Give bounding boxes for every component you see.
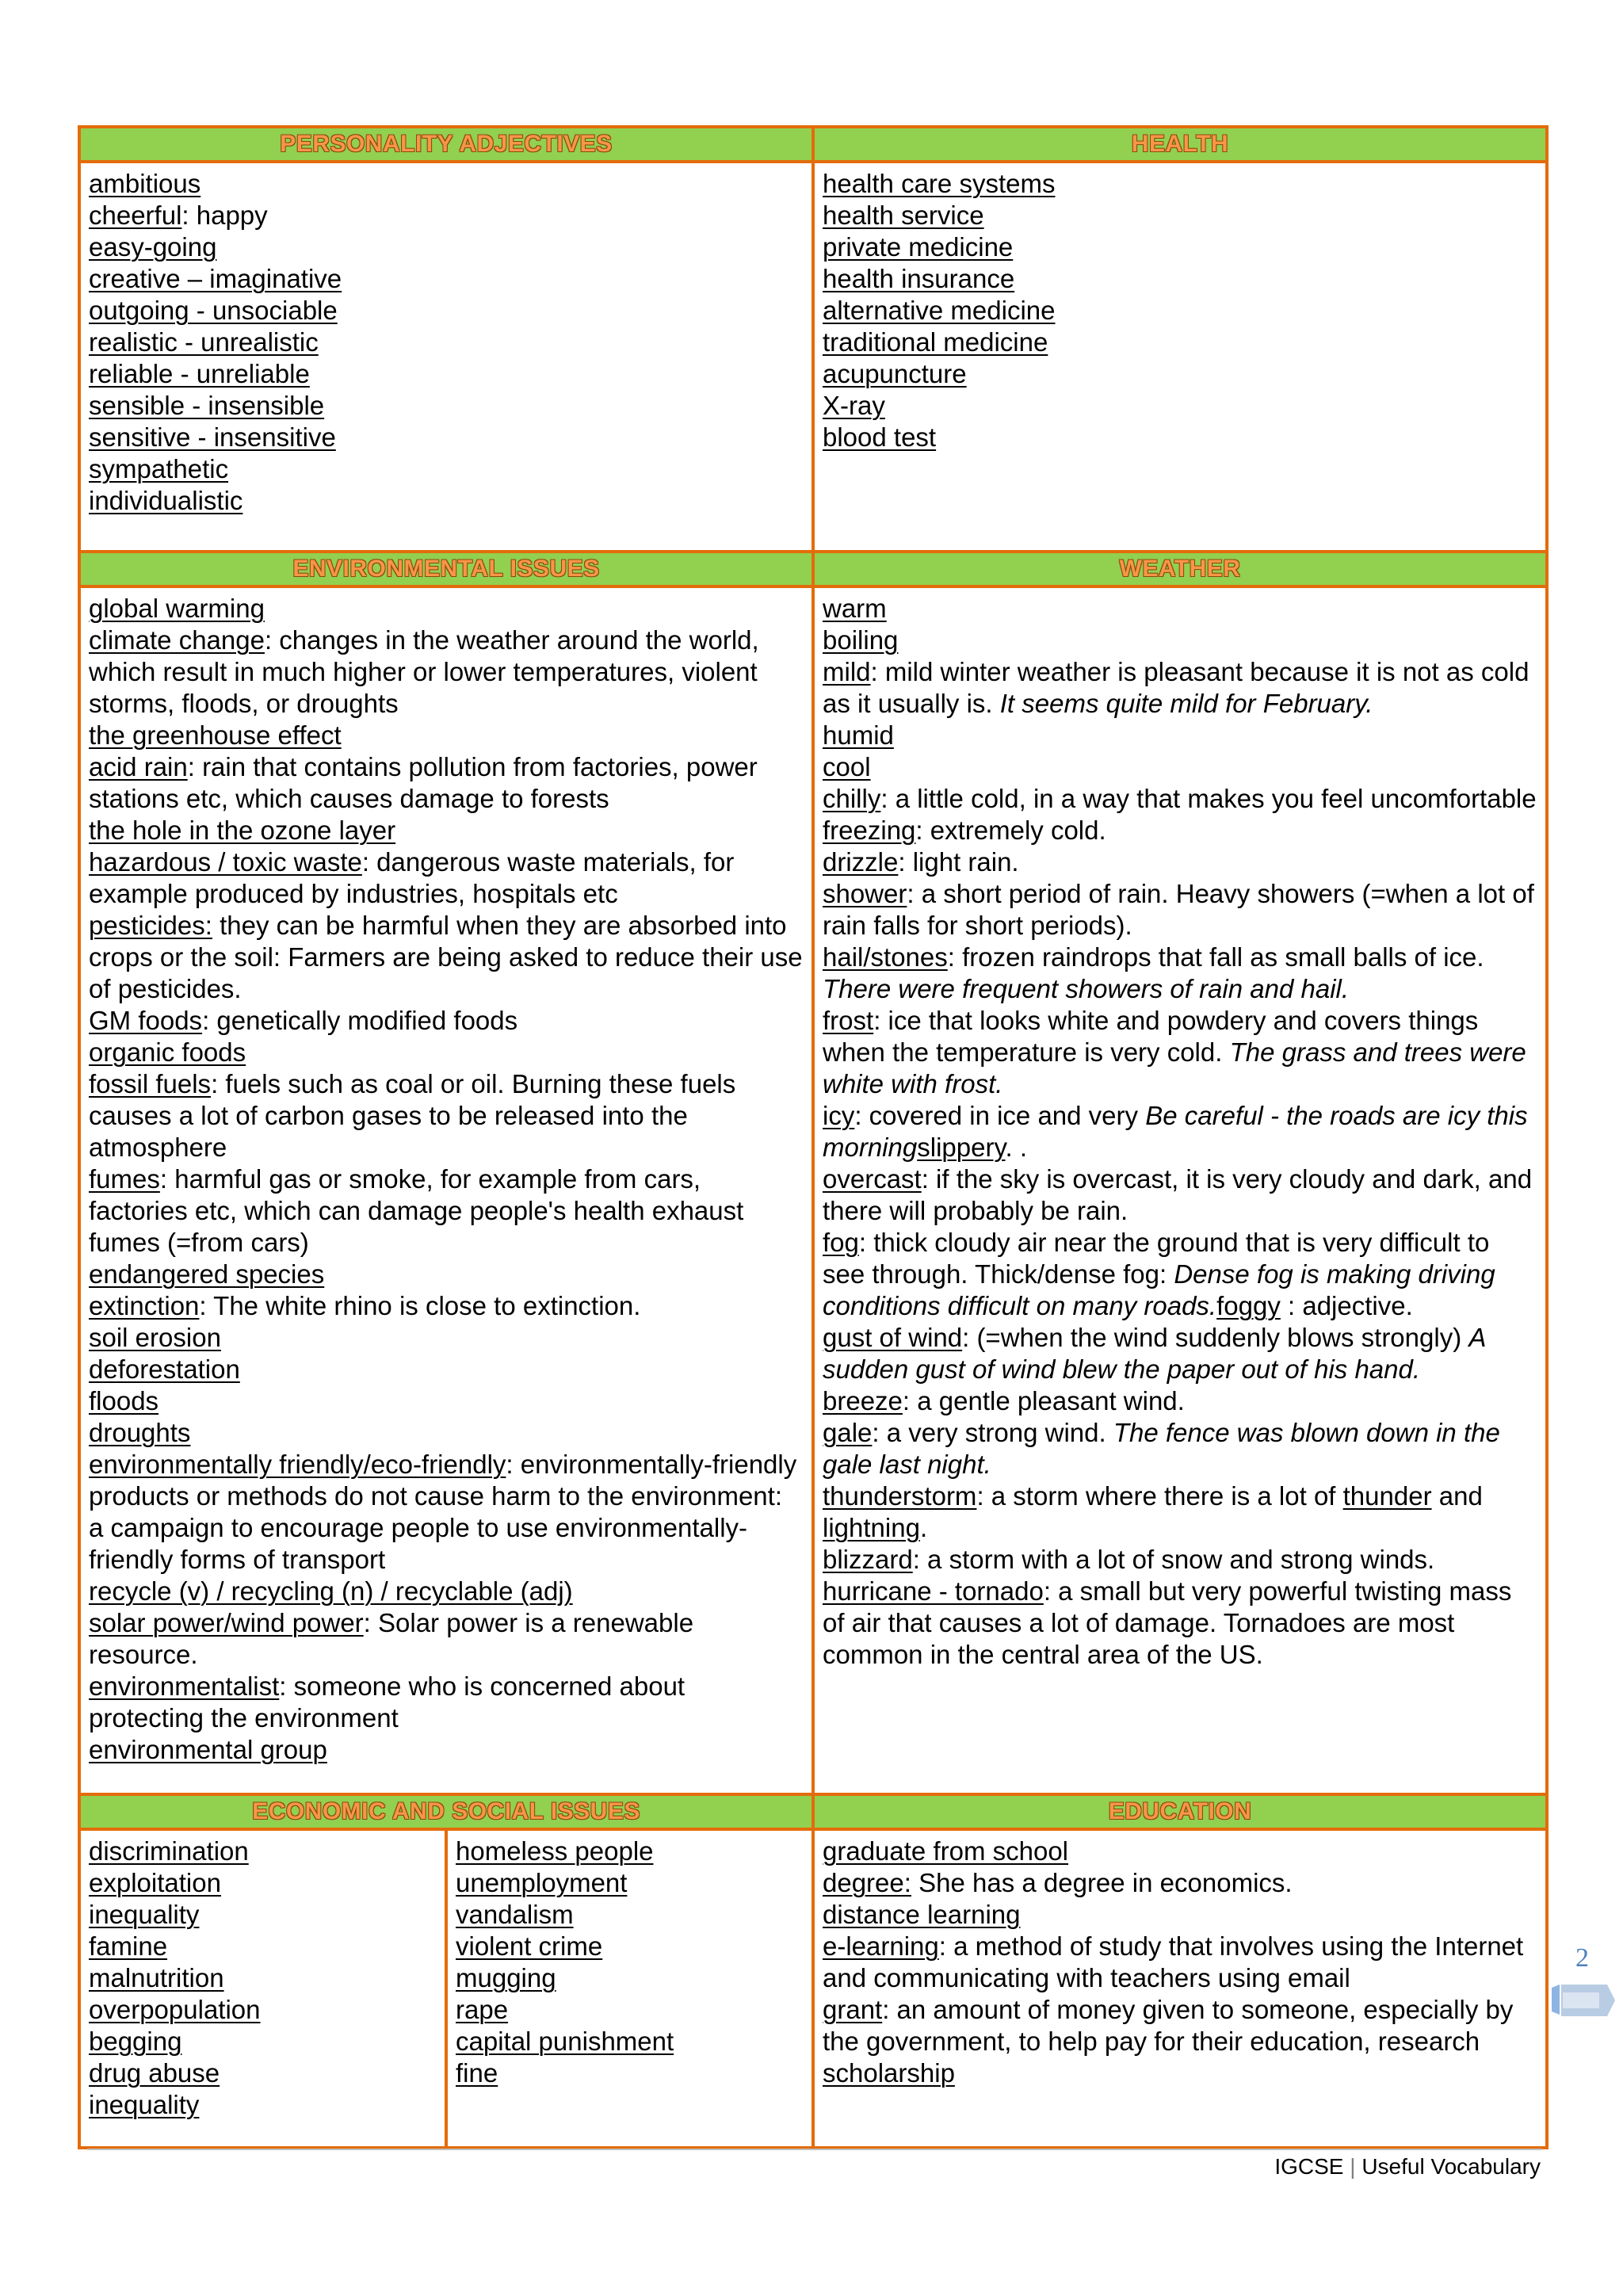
vocab-term: discrimination — [89, 1836, 249, 1866]
vocab-term: easy-going — [89, 232, 217, 262]
vocab-term: health service — [823, 201, 984, 230]
vocab-term: gale — [823, 1418, 873, 1447]
vocab-entry — [823, 358, 1537, 390]
vocab-entry — [456, 1899, 804, 1931]
vocab-definition: : extremely cold. — [915, 816, 1106, 845]
vocab-entry — [89, 1417, 804, 1449]
vocab-definition: : a little cold, in a way that makes you feel uncomfortable — [880, 784, 1537, 813]
vocab-example: Dense fog is making driving conditions difficult on many roads. — [823, 1259, 1495, 1320]
vocab-term: hail/stones — [823, 942, 948, 972]
health-header: HEALTH — [813, 127, 1547, 162]
vocab-term: soil erosion — [89, 1323, 221, 1352]
vocab-entry — [823, 168, 1537, 200]
vocab-entry — [823, 593, 1537, 625]
vocab-term: the greenhouse effect — [89, 720, 342, 750]
vocab-term: fossil fuels — [89, 1069, 212, 1098]
vocab-term: droughts — [89, 1418, 191, 1447]
vocab-term: slippery — [917, 1133, 1006, 1162]
vocab-example: There were frequent showers of rain and hail. — [823, 974, 1350, 1003]
vocab-term: deforestation — [89, 1354, 240, 1384]
vocab-entry — [823, 625, 1537, 656]
vocab-term: acid rain — [89, 752, 188, 781]
vocab-entry — [89, 2026, 437, 2057]
vocab-term: environmental group — [89, 1735, 327, 1764]
vocab-entry — [456, 2026, 804, 2057]
vocab-term: ambitious — [89, 169, 201, 198]
economic-header: ECONOMIC AND SOCIAL ISSUES — [79, 1794, 813, 1829]
vocab-entry — [823, 751, 1537, 783]
vocab-entry — [823, 1322, 1537, 1385]
vocab-term: pesticides: — [89, 911, 212, 940]
footer-rule — [87, 2149, 1542, 2150]
vocab-term: sensitive - insensitive — [89, 422, 336, 452]
vocab-definition: : changes in the weather around the world, which result in much higher or lower temperatures, violent storms, floods, or droughts — [89, 625, 759, 718]
vocab-definition: : environmentally-friendly products or methods do not cause harm to the environment: a campaign to encourage people to use environmentally-friendly forms of transport — [89, 1450, 797, 1574]
vocab-term: homeless people — [456, 1836, 654, 1866]
vocab-term: outgoing - unsociable — [89, 296, 338, 325]
vocab-term: endangered species — [89, 1259, 325, 1289]
vocab-definition: : fuels such as coal or oil. Burning these fuels causes a lot of carbon gases to be released into the atmosphere — [89, 1069, 736, 1162]
vocab-entry — [823, 1480, 1537, 1544]
vocab-term: capital punishment — [456, 2027, 674, 2056]
vocab-entry — [89, 593, 804, 625]
vocab-term: warm — [823, 594, 887, 623]
vocab-term: fog — [823, 1228, 859, 1257]
vocab-entry — [89, 1037, 804, 1068]
vocab-term: gust of wind — [823, 1323, 963, 1352]
vocab-entry — [89, 1734, 804, 1766]
vocab-definition: : a gentle pleasant wind. — [902, 1386, 1185, 1415]
vocab-example: The fence was blown down in the gale last night. — [823, 1418, 1500, 1479]
vocab-entry — [89, 295, 804, 327]
page-ribbon-icon — [1552, 1983, 1615, 2018]
vocab-definition: . — [1019, 1133, 1028, 1162]
vocab-term: icy — [823, 1101, 855, 1130]
vocab-definition: : Solar power is a renewable resource. — [89, 1608, 694, 1669]
vocab-entry — [823, 942, 1537, 1005]
vocab-term: health insurance — [823, 264, 1015, 293]
vocab-definition: : a short period of rain. Heavy showers (=when a lot of rain falls for short periods). — [823, 879, 1534, 940]
vocab-definition: : covered in ice and very — [854, 1101, 1146, 1130]
vocab-entry — [89, 625, 804, 720]
education-header: EDUCATION — [813, 1794, 1547, 1829]
vocab-entry — [89, 200, 804, 231]
vocab-entry — [823, 263, 1537, 295]
vocab-definition: : a storm with a lot of snow and strong winds. — [912, 1545, 1435, 1574]
vocab-term: exploitation — [89, 1868, 221, 1897]
vocab-entry — [823, 1867, 1537, 1899]
vocab-term: chilly — [823, 784, 881, 813]
vocab-term: reliable - unreliable — [89, 359, 310, 388]
vocab-entry — [823, 656, 1537, 720]
vocab-term: malnutrition — [89, 1963, 224, 1992]
vocab-definition: : dangerous waste materials, for example produced by industries, hospitals etc — [89, 847, 735, 908]
vocab-term: grant — [823, 1995, 883, 2024]
economic-right-column — [448, 1831, 812, 2146]
vocab-term: begging — [89, 2027, 182, 2056]
vocab-definition: : a small but very powerful twisting mass of air that causes a lot of damage. Tornadoes are most common in the central area of the US. — [823, 1576, 1512, 1669]
vocab-definition: : mild winter weather is pleasant because it is not as cold as it usually is. — [823, 657, 1529, 718]
vocab-term: fine — [456, 2058, 498, 2088]
vocab-entry — [823, 390, 1537, 422]
vocab-term: scholarship — [823, 2058, 955, 2088]
vocab-definition: : thick cloudy air near the ground that is very difficult to see through. Thick/dense fog: — [823, 1228, 1490, 1289]
vocab-entry — [89, 1068, 804, 1163]
vocab-term: boiling — [823, 625, 899, 655]
vocab-term: mild — [823, 657, 871, 686]
vocab-entry — [89, 1385, 804, 1417]
vocab-entry — [456, 1962, 804, 1994]
vocab-definition: . — [1005, 1133, 1020, 1162]
vocab-term: GM foods — [89, 1006, 203, 1035]
vocab-term: unemployment — [456, 1868, 628, 1897]
vocab-term: graduate from school — [823, 1836, 1069, 1866]
economic-cell — [79, 1829, 813, 2148]
vocab-entry — [89, 1322, 804, 1354]
vocab-entry — [823, 327, 1537, 358]
vocab-term: blood test — [823, 422, 937, 452]
vocab-entry — [823, 200, 1537, 231]
footer-right: Useful Vocabulary — [1361, 2154, 1541, 2179]
environment-header: ENVIRONMENTAL ISSUES — [79, 552, 813, 586]
vocab-term: climate change — [89, 625, 265, 655]
vocab-term: organic foods — [89, 1037, 246, 1067]
vocab-example: It seems quite mild for February. — [999, 689, 1373, 718]
vocab-term: vandalism — [456, 1900, 574, 1929]
vocab-entry — [823, 231, 1537, 263]
vocab-term: shower — [823, 879, 907, 908]
vocab-entry — [89, 1671, 804, 1734]
vocab-term: cheerful — [89, 201, 182, 230]
vocab-term: hazardous / toxic waste — [89, 847, 362, 877]
vocab-definition: : adjective. — [1288, 1291, 1413, 1320]
vocab-entry — [89, 846, 804, 910]
vocab-entry — [823, 1005, 1537, 1100]
vocab-entry — [89, 1962, 437, 1994]
vocab-term: distance learning — [823, 1900, 1021, 1929]
vocab-entry — [823, 295, 1537, 327]
vocab-definition: : a storm where there is a lot of — [976, 1481, 1343, 1511]
vocab-definition: She has a degree in economics. — [911, 1868, 1293, 1897]
vocab-entry — [89, 751, 804, 815]
vocab-entry — [89, 1867, 437, 1899]
vocab-entry — [456, 1867, 804, 1899]
vocab-term: floods — [89, 1386, 159, 1415]
vocab-term: sympathetic — [89, 454, 229, 483]
vocab-entry — [89, 1836, 437, 1867]
vocab-entry — [456, 1994, 804, 2026]
vocab-term: environmentalist — [89, 1671, 280, 1701]
vocab-term: overcast — [823, 1164, 922, 1194]
vocab-definition: : The white rhino is close to extinction. — [199, 1291, 641, 1320]
vocab-entry — [89, 910, 804, 1005]
footer-left: IGCSE — [1274, 2154, 1344, 2179]
vocab-entry — [89, 327, 804, 358]
vocab-entry — [823, 422, 1537, 453]
vocab-entry — [89, 815, 804, 846]
vocab-term: drizzle — [823, 847, 899, 877]
vocab-term: violent crime — [456, 1931, 603, 1961]
vocab-entry — [823, 2057, 1537, 2089]
vocab-term: individualistic — [89, 486, 243, 515]
vocab-entry — [823, 1163, 1537, 1227]
vocab-example: Be careful - the roads are icy this morning — [823, 1101, 1528, 1162]
vocab-term: frost — [823, 1006, 874, 1035]
vocab-term: health care systems — [823, 169, 1056, 198]
vocab-entry — [89, 1259, 804, 1290]
vocab-definition: : if the sky is overcast, it is very cloudy and dark, and there will probably be rain. — [823, 1164, 1533, 1225]
economic-left-column — [81, 1831, 448, 2146]
footer — [1274, 2154, 1541, 2179]
vocab-term: extinction — [89, 1291, 200, 1320]
vocab-entry — [89, 358, 804, 390]
vocab-definition: : a very strong wind. — [872, 1418, 1113, 1447]
vocab-entry — [823, 1836, 1537, 1867]
vocab-term: thunderstorm — [823, 1481, 977, 1511]
vocab-entry — [823, 1899, 1537, 1931]
personality-header: PERSONALITY ADJECTIVES — [79, 127, 813, 162]
education-cell — [813, 1829, 1547, 2148]
vocab-definition: : light rain. — [898, 847, 1019, 877]
vocab-entry — [89, 1163, 804, 1259]
vocab-definition: : harmful gas or smoke, for example from cars, factories etc, which can damage people's health exhaust fumes (=from cars) — [89, 1164, 744, 1257]
vocab-entry — [89, 1899, 437, 1931]
vocab-term: realistic - unrealistic — [89, 327, 319, 357]
vocab-definition: : an amount of money given to someone, especially by the government, to help pay for their education, research — [823, 1995, 1514, 2056]
vocab-entry — [823, 878, 1537, 942]
vocab-entry — [456, 2057, 804, 2089]
vocab-term: hurricane - tornado — [823, 1576, 1044, 1606]
vocab-definition: : (=when the wind suddenly blows strongly) — [962, 1323, 1469, 1352]
vocab-entry — [89, 390, 804, 422]
vocab-entry — [823, 846, 1537, 878]
personality-cell — [79, 162, 813, 552]
vocab-term: global warming — [89, 594, 265, 623]
vocab-entry — [89, 422, 804, 453]
vocab-entry — [89, 453, 804, 485]
vocab-definition: : someone who is concerned about protecting the environment — [89, 1671, 685, 1733]
vocab-term: acupuncture — [823, 359, 967, 388]
vocab-entry — [89, 1449, 804, 1576]
vocab-entry — [89, 168, 804, 200]
vocab-entry — [823, 720, 1537, 751]
vocab-term: rape — [456, 1995, 509, 2024]
footer-separator: | — [1350, 2154, 1356, 2179]
vocab-entry — [89, 1290, 804, 1322]
vocab-definition — [1281, 1291, 1288, 1320]
vocab-entry — [823, 1227, 1537, 1322]
vocab-term: degree: — [823, 1868, 911, 1897]
vocab-example: A sudden gust of wind blew the paper out of his hand. — [823, 1323, 1486, 1384]
vocab-definition: : genetically modified foods — [202, 1006, 518, 1035]
vocab-entry — [89, 1576, 804, 1607]
vocab-entry — [823, 1931, 1537, 1994]
vocab-entry — [89, 1994, 437, 2026]
vocab-entry — [823, 783, 1537, 815]
vocab-definition: : frozen raindrops that fall as small balls of ice. — [947, 942, 1484, 972]
vocab-term: private medicine — [823, 232, 1014, 262]
vocab-example: The grass and trees were white with frost. — [823, 1037, 1526, 1098]
vocab-entry — [823, 1544, 1537, 1576]
vocab-term: cool — [823, 752, 871, 781]
vocab-entry — [89, 263, 804, 295]
vocab-term: fumes — [89, 1164, 160, 1194]
vocab-term: humid — [823, 720, 894, 750]
weather-cell — [813, 586, 1547, 1794]
vocab-entry — [456, 1931, 804, 1962]
weather-header: WEATHER — [813, 552, 1547, 586]
vocab-entry — [456, 1836, 804, 1867]
vocab-entry — [89, 720, 804, 751]
vocab-entry — [823, 1994, 1537, 2057]
vocab-term: drug abuse — [89, 2058, 220, 2088]
vocab-entry — [89, 2089, 437, 2121]
vocab-term: creative – imaginative — [89, 264, 342, 293]
vocab-definition: : ice that looks white and powdery and covers things when the temperature is very cold. — [823, 1006, 1479, 1067]
vocab-definition: . — [919, 1513, 928, 1542]
vocab-entry — [823, 1385, 1537, 1417]
vocab-term: freezing — [823, 816, 916, 845]
vocab-term: inequality — [89, 1900, 200, 1929]
vocab-entry — [89, 231, 804, 263]
page-number: 2 — [1575, 1943, 1589, 1973]
vocab-entry — [89, 1005, 804, 1037]
vocab-entry — [89, 485, 804, 517]
vocab-term: breeze — [823, 1386, 903, 1415]
vocab-term: mugging — [456, 1963, 556, 1992]
vocab-entry — [823, 815, 1537, 846]
vocab-definition: they can be harmful when they are absorbed into crops or the soil: Farmers are being asked to reduce their use of pesticides. — [89, 911, 803, 1003]
vocab-term: blizzard — [823, 1545, 913, 1574]
vocab-entry — [89, 1931, 437, 1962]
vocab-definition: : happy — [181, 201, 268, 230]
vocab-term: sensible - insensible — [89, 391, 325, 420]
vocab-term: alternative medicine — [823, 296, 1056, 325]
vocab-term: environmentally friendly/eco-friendly — [89, 1450, 506, 1479]
vocab-term: inequality — [89, 2090, 200, 2119]
vocab-entry — [89, 1607, 804, 1671]
vocab-term: thunder — [1342, 1481, 1432, 1511]
vocab-term: recycle (v) / recycling (n) / recyclable (adj) — [89, 1576, 573, 1606]
health-cell — [813, 162, 1547, 552]
vocab-entry — [89, 1354, 804, 1385]
vocab-term: overpopulation — [89, 1995, 261, 2024]
vocab-entry — [823, 1576, 1537, 1671]
vocab-definition: and — [1431, 1481, 1483, 1511]
vocab-term: lightning — [823, 1513, 920, 1542]
vocab-entry — [823, 1417, 1537, 1480]
vocab-term: foggy — [1216, 1291, 1281, 1320]
vocab-term: traditional medicine — [823, 327, 1048, 357]
vocab-definition: : a method of study that involves using the Internet and communicating with teachers using email — [823, 1931, 1524, 1992]
vocab-definition: : rain that contains pollution from factories, power stations etc, which causes damage to forests — [89, 752, 758, 813]
vocab-term: famine — [89, 1931, 168, 1961]
vocab-term: the hole in the ozone layer — [89, 816, 396, 845]
vocab-entry — [89, 2057, 437, 2089]
vocab-entry — [823, 1100, 1537, 1163]
environment-cell — [79, 586, 813, 1794]
vocab-term: X-ray — [823, 391, 885, 420]
vocabulary-table — [78, 125, 1549, 2149]
vocab-term: e-learning — [823, 1931, 939, 1961]
vocab-term: solar power/wind power — [89, 1608, 364, 1637]
